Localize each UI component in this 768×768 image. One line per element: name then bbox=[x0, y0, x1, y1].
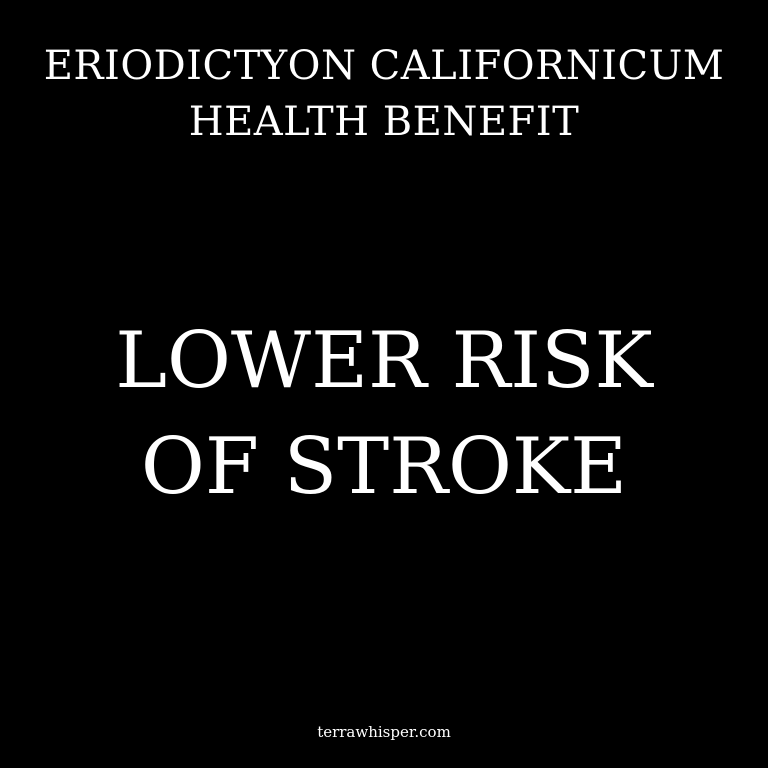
header-subtitle: HEALTH BENEFIT bbox=[188, 99, 580, 145]
benefit-headline bbox=[0, 308, 768, 520]
card-header bbox=[0, 38, 768, 150]
plant-name: ERIODICTYON CALIFORNICUM bbox=[43, 43, 725, 89]
site-credit: terrawhisper.com bbox=[317, 723, 451, 741]
headline-line-1: LOWER RISK bbox=[115, 316, 653, 406]
headline-line-2: OF STROKE bbox=[140, 422, 628, 512]
